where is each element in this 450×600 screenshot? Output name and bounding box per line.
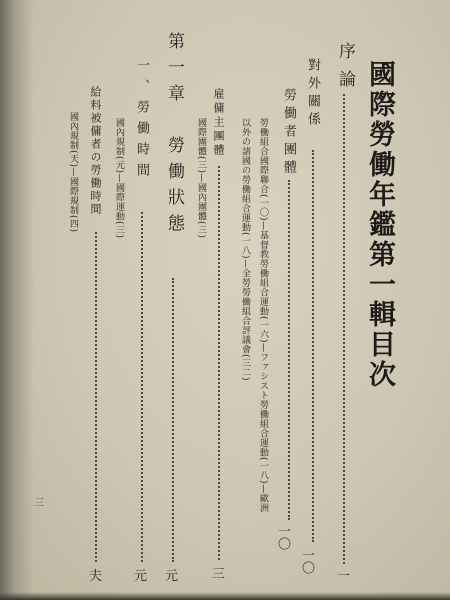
toc-entry-employers-organizations: 雇傭主團體 <box>212 88 225 158</box>
toc-entry-foreign-relations: 對外關係 <box>305 58 320 130</box>
page-gutter-shadow <box>0 0 34 600</box>
toc-entry-preface: 序 <box>335 42 355 68</box>
page-title: 國際勞働年鑑第一輯目次 <box>364 60 395 390</box>
leader-dots <box>95 232 97 562</box>
toc-subentry: 以外の諸國の勞働組合運動(一八)—全勞勞働組合評議會(三二) <box>240 118 250 382</box>
toc-subentry: 國內規制(天)—國際規制(四) <box>68 112 78 233</box>
toc-page-number: 一〇 <box>275 524 290 550</box>
toc-entry-introduction: 論 <box>335 70 355 96</box>
toc-subentry: 國際團體(三)—國內團體(三) <box>196 118 206 239</box>
leader-dots <box>141 212 143 562</box>
toc-chapter-heading: 第一章 勞働狀態 <box>164 32 184 240</box>
leader-dots <box>172 278 174 562</box>
toc-page-number: 三 <box>212 567 226 582</box>
toc-entry-working-hours: 一、勞働時間 <box>134 58 149 184</box>
toc-entry-salaried-employees-hours: 給料被傭者の勞働時間 <box>89 86 102 216</box>
leader-dots <box>343 94 345 564</box>
leader-dots <box>218 166 220 560</box>
toc-entry-workers-organizations: 勞働者團體 <box>281 88 296 178</box>
toc-page-number: 一 <box>337 569 351 584</box>
page-folio: 三 <box>34 498 44 509</box>
toc-subentry: 勞働組合國際聯合(一〇)—基督教勞働組合運動(一六)—ファシスト勞働組合運動(一八)—歐洲 <box>258 118 268 513</box>
toc-page-number: 夫 <box>89 569 103 584</box>
toc-subentry: 國內規制(元)—國際運動(三) <box>114 118 124 239</box>
toc-page-number: 元 <box>165 569 179 584</box>
toc-page-number: 一〇 <box>299 548 314 574</box>
page-bottom-shadow <box>0 592 450 600</box>
leader-dots <box>312 150 314 542</box>
toc-page-number: 元 <box>134 569 148 584</box>
leader-dots <box>288 180 290 520</box>
